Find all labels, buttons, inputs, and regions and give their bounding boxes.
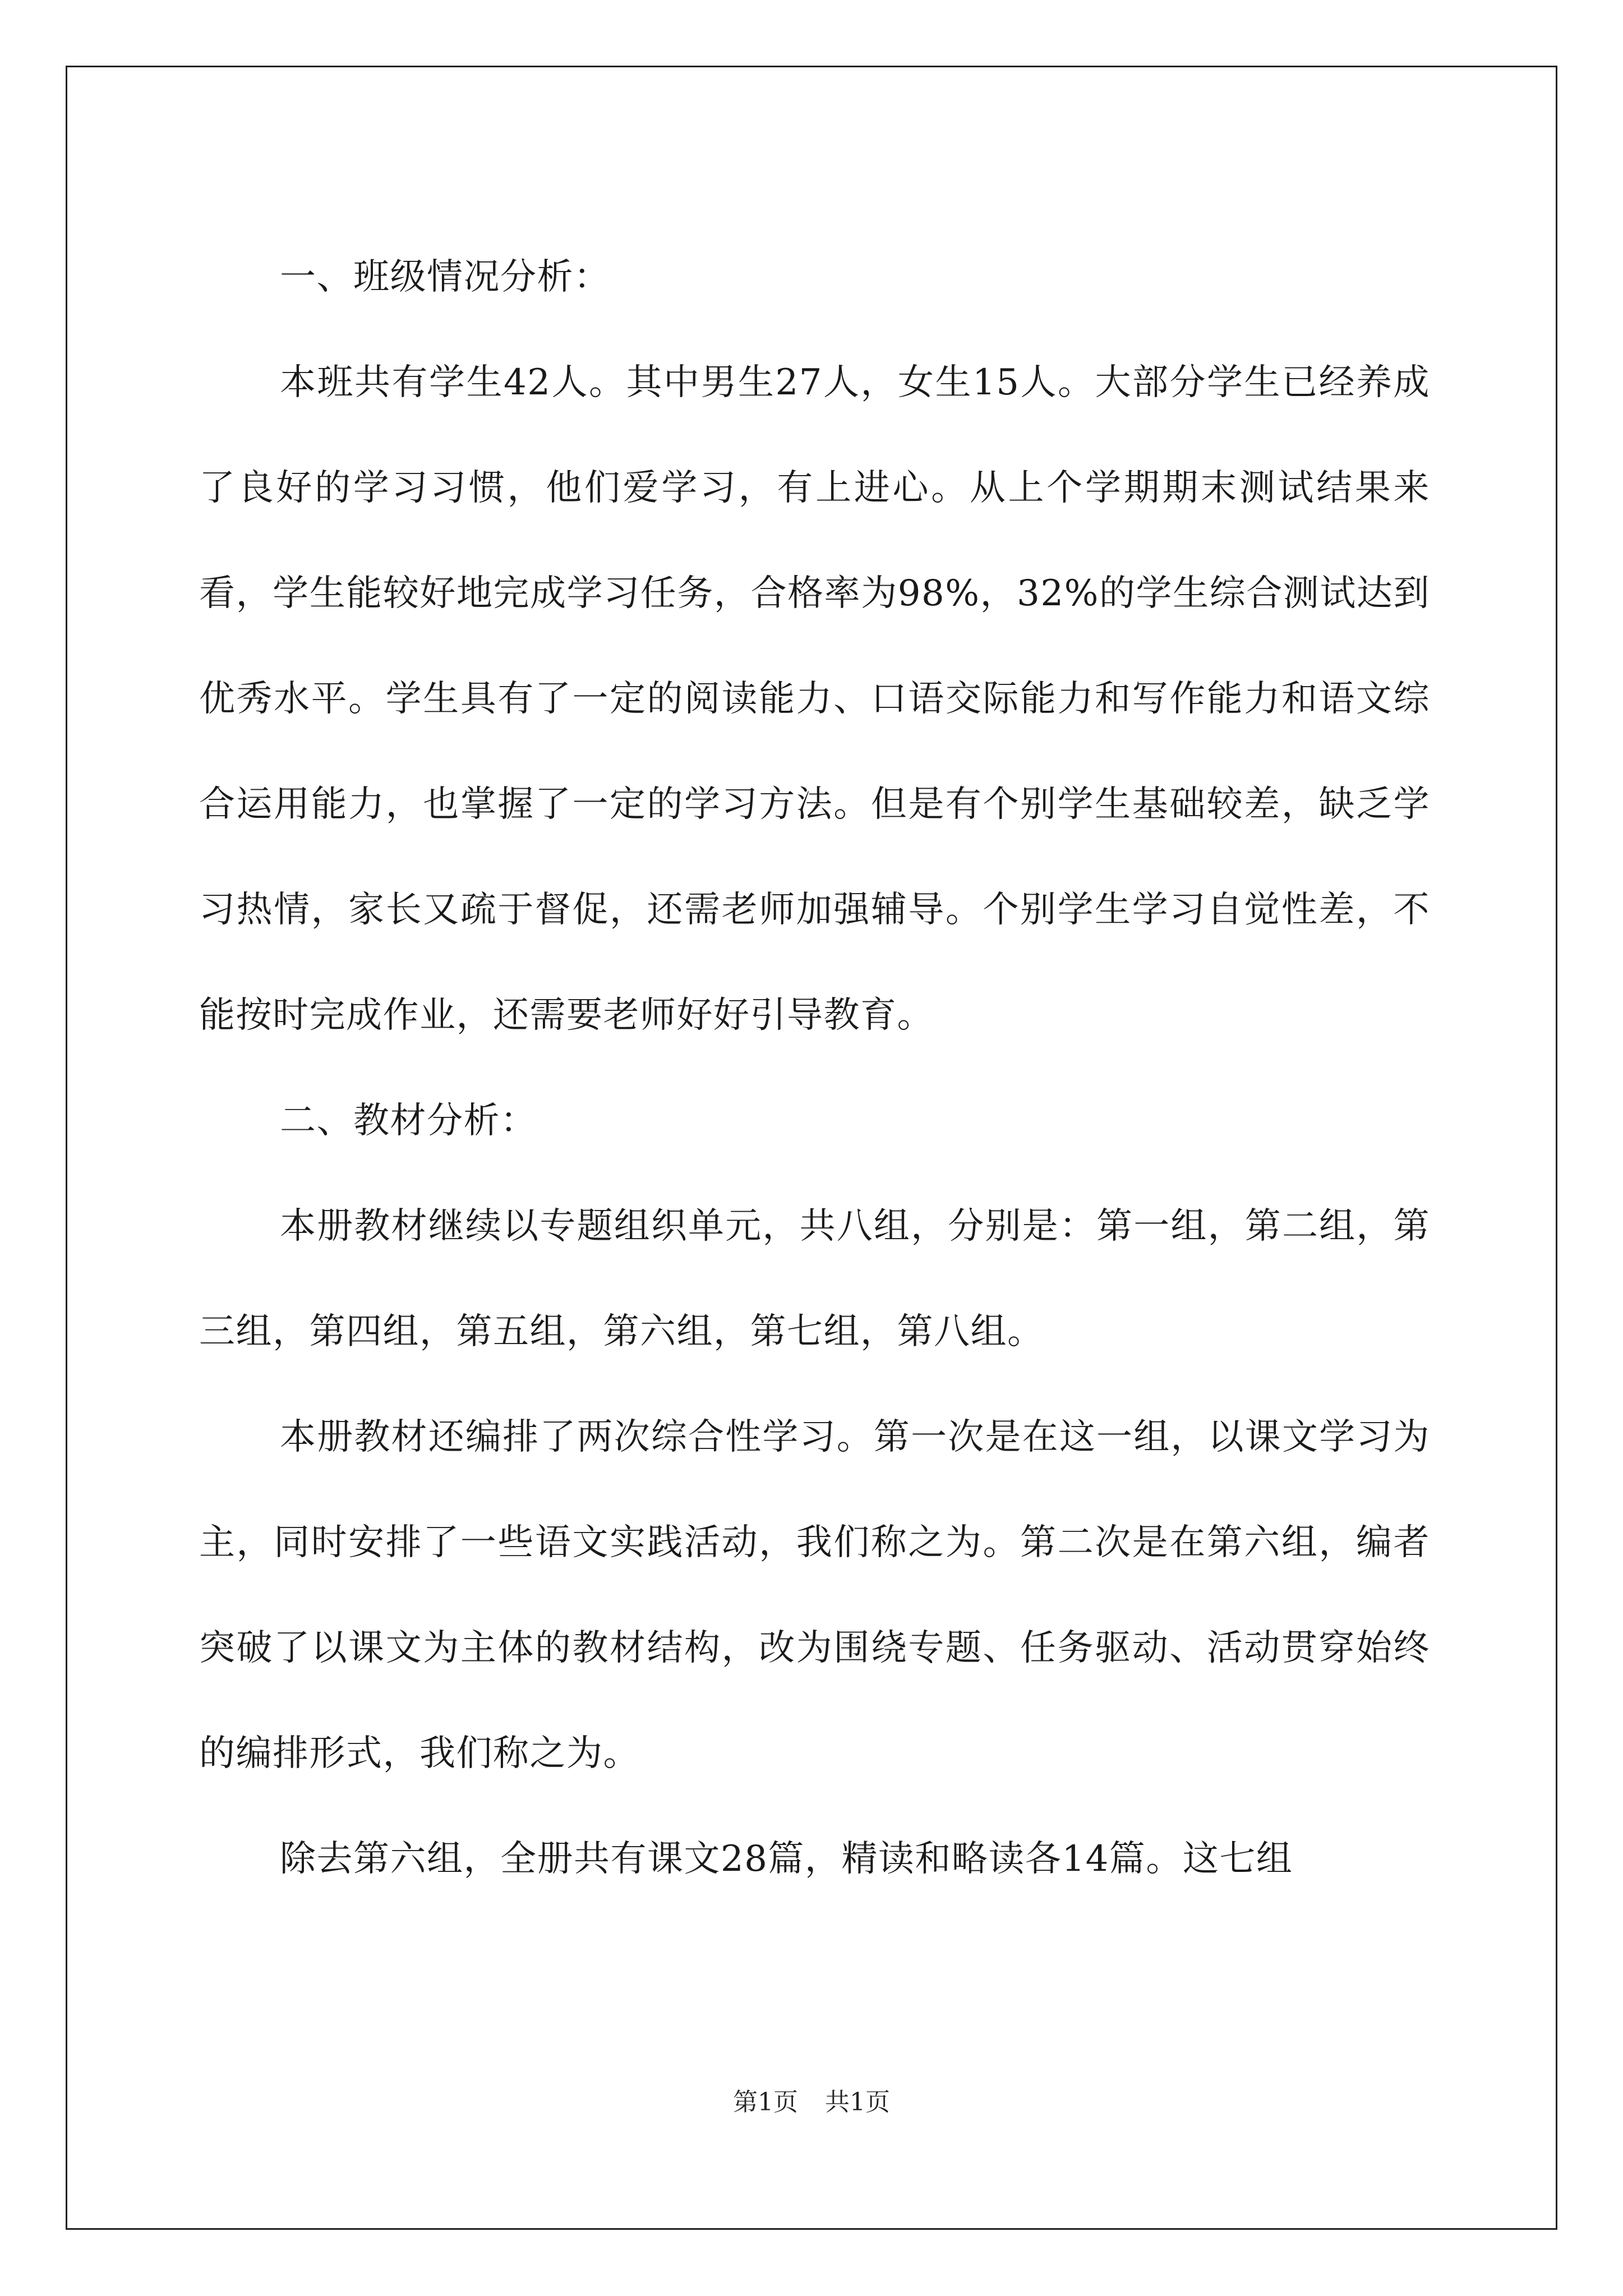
section-heading-class-analysis: 一、班级情况分析： (280, 256, 611, 298)
section-heading-textbook-analysis: 二、教材分析： (280, 1100, 537, 1142)
page-footer (0, 2086, 1623, 2119)
page-total: 共1页 (825, 2088, 890, 2116)
paragraph-textbook-units: 本册教材继续以专题组织单元，共八组，分别是：第一组，第二组，第三组，第四组，第五组，第六组，第七组，第八组。 (199, 1205, 1430, 1352)
paragraph-comprehensive-learning: 本册教材还编排了两次综合性学习。第一次是在这一组，以课文学习为主，同时安排了一些语文实践活动，我们称之为。第二次是在第六组，编者突破了以课文为主体的教材结构，改为围绕专题、任务驱动、活动贯穿始终的编排形式，我们称之为。 (199, 1416, 1430, 1774)
paragraph-class-situation: 本班共有学生42人。其中男生27人，女生15人。大部分学生已经养成了良好的学习习惯，他们爱学习，有上进心。从上个学期期末测试结果来看，学生能较好地完成学习任务，合格率为98%，32%的学生综合测试达到优秀水平。学生具有了一定的阅读能力、口语交际能力和写作能力和语文综合运用能力，也掌握了一定的学习方法。但是有个别学生基础较差，缺乏学习热情，家长又疏于督促，还需老师加强辅导。个别学生学习自觉性差，不能按时完成作业，还需要老师好好引导教育。 (199, 362, 1430, 1036)
paragraph-lesson-count: 除去第六组，全册共有课文28篇，精读和略读各14篇。这七组 (280, 1838, 1293, 1880)
page-number: 第1页 (733, 2088, 798, 2116)
document-body (199, 224, 1430, 1912)
